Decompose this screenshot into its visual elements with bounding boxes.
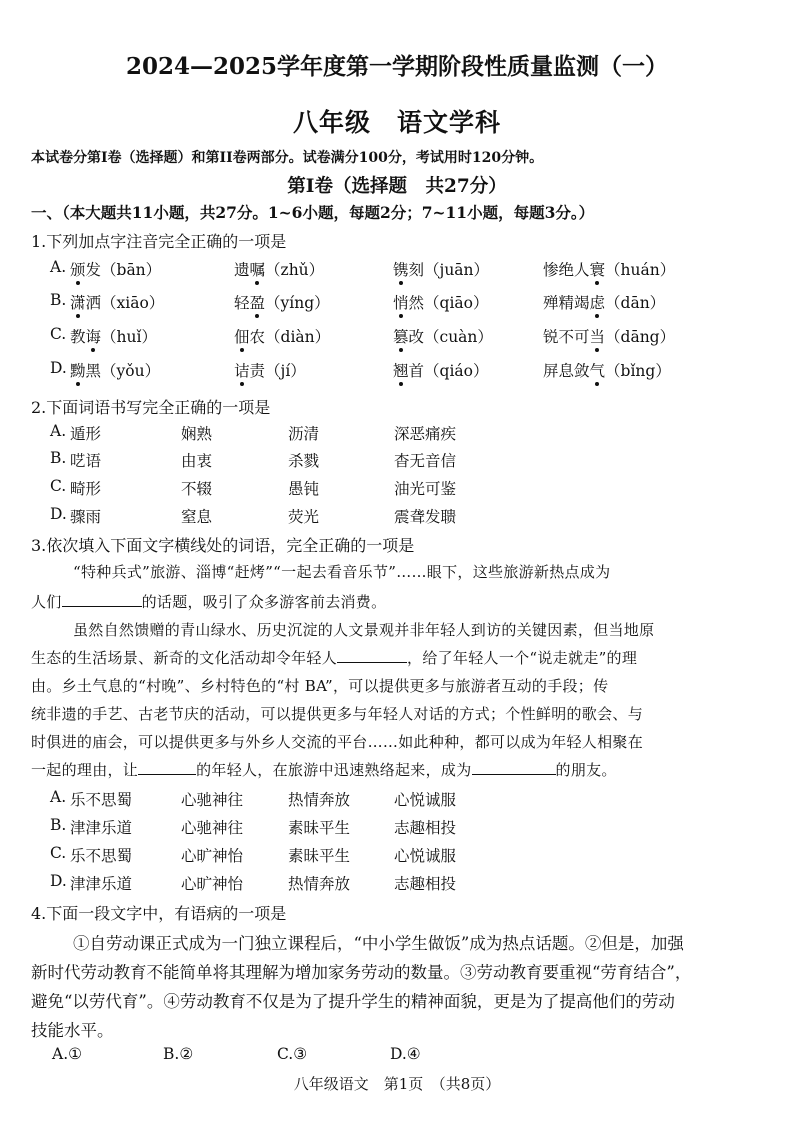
answer-blank [62,592,142,607]
answer-blank [138,760,196,775]
dotted-character: 诲 [85,328,102,346]
dotted-character: 诘 [234,362,250,380]
item-text: 惨绝人 [543,261,590,279]
grade-label: 八年级 [292,108,371,137]
page-footer: 八年级语文 第1页 （共8页） [293,1075,501,1093]
q1-stem: 1.下列加点字注音完全正确的一项是 [31,232,287,251]
option-word: 志趣相投 [394,819,457,837]
dotted-character: 篡 [393,328,409,346]
q4-passage-line: 避免“以劳代育”。④劳动教育不仅是为了提升学生的精神面貌，更是为了提高他们的劳动 [31,992,675,1011]
option-word: 油光可鉴 [394,480,457,498]
q3-passage-line: “特种兵式”旅游、淄博“赶烤”“一起去看音乐节”……眼下，这些旅游新热点成为 [73,563,611,581]
q1-option-item [393,325,493,347]
option-word: 深恶痛疾 [394,425,457,443]
option-word: 津津乐道 [70,819,133,837]
option-letter: B. [50,291,67,309]
q4-option-d: D.④ [390,1045,421,1063]
option-word: 心驰神往 [181,819,244,837]
option-word: 志趣相投 [394,875,457,893]
item-text: 发（bān） [85,261,162,279]
item-text: （zhǔ） [265,261,325,279]
option-word: 心驰神往 [181,791,244,809]
option-word: 荧光 [288,508,320,526]
dotted-character: 镌 [393,261,409,279]
q1-option-item [70,359,160,381]
option-word: 呓语 [70,452,102,470]
item-text: 遗 [234,261,250,279]
option-letter: A. [50,788,67,806]
option-word: 心旷神怡 [181,847,244,865]
dotted-character: 寰 [589,261,606,279]
q1-option-item [70,291,164,313]
q1-option-item [543,325,675,347]
exam-title: 2024—2025学年度第一学期阶段性质量监测（一） [125,53,669,80]
exam-instructions: 本试卷分第I卷（选择题）和第II卷两部分。试卷满分100分，考试用时120分钟。 [31,150,544,166]
dotted-character: 当 [589,328,606,346]
q1-option-item [393,359,488,381]
option-letter: D. [50,359,67,377]
q1-option-item [393,291,488,313]
dotted-character: 盈 [249,294,266,312]
q4-passage-line: 技能水平。 [31,1021,114,1040]
option-word: 震聋发聩 [394,508,457,526]
option-letter: A. [50,422,67,440]
item-text: （yíng） [265,294,330,312]
option-letter: B. [50,816,67,834]
q1-option-item [70,258,161,280]
option-letter: D. [50,505,67,523]
item-text: 责（jí） [249,362,306,380]
item-text: 改（cuàn） [408,328,493,346]
q3-passage-line: 统非遗的手艺、古老节庆的活动，可以提供更多与年轻人对话的方式；个性鲜明的歌会、与 [31,705,644,723]
dotted-character: 虑 [589,294,606,312]
item-text: 农（diàn） [249,328,331,346]
q3-stem: 3.依次填入下面文字横线处的词语，完全正确的一项是 [31,536,415,555]
option-word: 心悦诚服 [394,847,457,865]
item-text: 首（qiáo） [408,362,489,380]
option-word: 不辍 [181,480,213,498]
volume-title: 第I卷（选择题 共27分） [287,176,507,197]
option-word: 骤雨 [70,508,102,526]
option-letter: D. [50,872,67,890]
option-word: 心旷神怡 [181,875,244,893]
q4-stem: 4.下面一段文字中，有语病的一项是 [31,904,287,923]
q1-option-item [70,325,157,347]
item-text: （dān） [605,294,666,312]
q4-option-a: A.① [52,1045,83,1063]
option-word: 畸形 [70,480,102,498]
item-text: 轻 [234,294,250,312]
dotted-character: 气 [589,362,606,380]
item-text: （dāng） [605,328,676,346]
option-word: 愚钝 [288,480,320,498]
dotted-character: 悄 [393,294,409,312]
item-text: （huán） [605,261,676,279]
option-word: 热情奔放 [288,791,351,809]
option-word: 热情奔放 [288,875,351,893]
q3-passage-line: 生态的生活场景、新奇的文化活动却令年轻人 ，给了年轻人一个“说走就走”的理 [31,649,638,667]
q3-passage-line: 时俱进的庙会，可以提供更多与外乡人交流的平台……如此种种，都可以成为年轻人相聚在 [31,733,644,751]
q4-option-b: B.② [163,1045,194,1063]
item-text: 锐不可 [543,328,590,346]
dotted-character: 佃 [234,328,250,346]
subject-label: 语文学科 [397,108,502,137]
option-letter: C. [50,325,67,343]
option-word: 乐不思蜀 [70,791,133,809]
answer-blank [337,648,407,663]
dotted-character: 颁 [70,261,86,279]
option-word: 遁形 [70,425,102,443]
q3-passage-line: 人们 的话题，吸引了众多游客前去消费。 [31,593,387,611]
q1-option-item [543,359,671,381]
q1-option-item [234,359,306,381]
dotted-character: 黝 [70,362,86,380]
q3-passage-line: 一起的理由，让 的年轻人，在旅游中迅速熟络起来，成为 的朋友。 [31,761,617,779]
q1-option-item [234,258,324,280]
option-letter: C. [50,844,67,862]
dotted-character: 翘 [393,362,409,380]
option-word: 沥清 [288,425,320,443]
q1-option-item [543,291,665,313]
q1-option-item [393,258,489,280]
answer-blank [472,760,556,775]
option-letter: C. [50,477,67,495]
q4-passage-line: ①自劳动课正式成为一门独立课程后，“中小学生做饭”成为热点话题。②但是，加强 [73,934,684,953]
option-word: 杳无音信 [394,452,457,470]
exam-subtitle [0,103,794,139]
q4-option-c: C.③ [277,1045,308,1063]
dotted-character: 嘱 [249,261,266,279]
item-text: （huǐ） [101,328,157,346]
item-text: 然（qiāo） [408,294,489,312]
q3-passage-line: 由。乡土气息的“村晚”、乡村特色的“村 BA”，可以提供更多与旅游者互动的手段；传 [31,677,609,695]
item-text: 刻（juān） [408,261,490,279]
option-word: 杀戮 [288,452,320,470]
option-word: 津津乐道 [70,875,133,893]
item-text: （bǐng） [605,362,671,380]
section-title: 一、（本大题共11小题，共27分。1~6小题，每题2分；7~11小题，每题3分。） [31,203,595,222]
item-text: 殚精竭 [543,294,590,312]
option-letter: A. [50,258,67,276]
option-word: 娴熟 [181,425,213,443]
dotted-character: 潇 [70,294,86,312]
q3-passage-line: 虽然自然馈赠的青山绿水、历史沉淀的人文景观并非年轻人到访的关键因素，但当地原 [73,621,655,639]
q1-option-item [234,325,330,347]
option-word: 乐不思蜀 [70,847,133,865]
item-text: 屏息敛 [543,362,590,380]
item-text: 教 [70,328,86,346]
item-text: 黑（yǒu） [85,362,161,380]
option-word: 素昧平生 [288,819,351,837]
option-letter: B. [50,449,67,467]
item-text: 洒（xiāo） [85,294,165,312]
option-word: 窒息 [181,508,213,526]
q2-stem: 2.下面词语书写完全正确的一项是 [31,398,271,417]
option-word: 由衷 [181,452,213,470]
option-word: 素昧平生 [288,847,351,865]
q1-option-item [234,291,330,313]
option-word: 心悦诚服 [394,791,457,809]
q1-option-item [543,258,675,280]
q4-passage-line: 新时代劳动教育不能简单将其理解为增加家务劳动的数量。③劳动教育要重视“劳育结合”， [31,963,692,982]
